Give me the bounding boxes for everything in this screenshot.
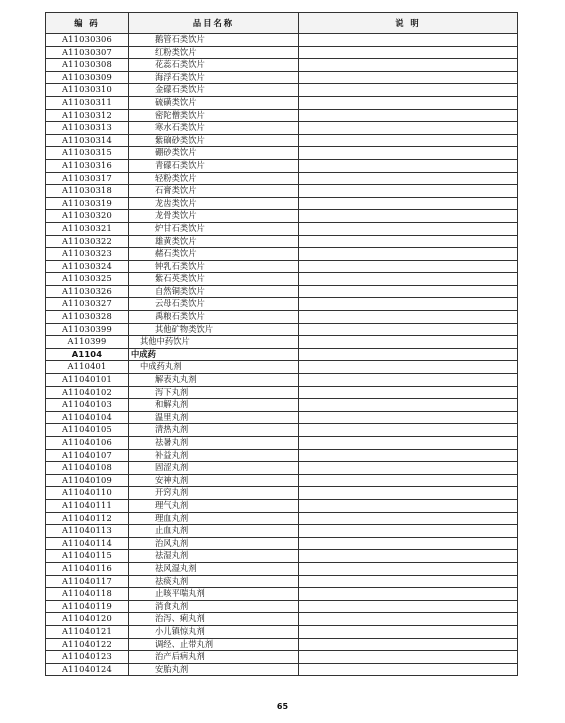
cell-note <box>299 462 518 475</box>
cell-code: A11040123 <box>46 651 129 664</box>
cell-note <box>299 122 518 135</box>
cell-name: 炉甘石类饮片 <box>129 222 299 235</box>
cell-note <box>299 562 518 575</box>
table-row <box>46 323 518 336</box>
table-row <box>46 59 518 72</box>
cell-code: A11040116 <box>46 562 129 575</box>
cell-name: 治风丸剂 <box>129 537 299 550</box>
cell-name: 轻粉类饮片 <box>129 172 299 185</box>
cell-code: A1104 <box>46 348 129 361</box>
cell-code: A11030311 <box>46 96 129 109</box>
cell-code: A11030320 <box>46 210 129 223</box>
table-row <box>46 84 518 97</box>
cell-code: A11040104 <box>46 411 129 424</box>
cell-code: A11040119 <box>46 600 129 613</box>
cell-name: 解表丸丸剂 <box>129 374 299 387</box>
cell-name: 青礞石类饮片 <box>129 159 299 172</box>
cell-name: 龙骨类饮片 <box>129 210 299 223</box>
cell-name: 祛湿丸剂 <box>129 550 299 563</box>
table-row <box>46 134 518 147</box>
cell-note <box>299 147 518 160</box>
cell-code: A11030313 <box>46 122 129 135</box>
cell-note <box>299 625 518 638</box>
cell-code: A11040121 <box>46 625 129 638</box>
cell-name: 云母石类饮片 <box>129 298 299 311</box>
cell-note <box>299 474 518 487</box>
cell-code: A11030324 <box>46 260 129 273</box>
cell-name: 寒水石类饮片 <box>129 122 299 135</box>
cell-code: A11030317 <box>46 172 129 185</box>
cell-note <box>299 285 518 298</box>
cell-code: A11040102 <box>46 386 129 399</box>
cell-code: A11030318 <box>46 185 129 198</box>
table-row <box>46 172 518 185</box>
header-note: 说 明 <box>299 13 518 34</box>
cell-name: 密陀僧类饮片 <box>129 109 299 122</box>
cell-name: 祛痰丸剂 <box>129 575 299 588</box>
cell-code: A11030321 <box>46 222 129 235</box>
cell-note <box>299 638 518 651</box>
cell-note <box>299 512 518 525</box>
table-row <box>46 336 518 349</box>
cell-code: A11040105 <box>46 424 129 437</box>
cell-code: A11040122 <box>46 638 129 651</box>
cell-code: A11030323 <box>46 248 129 261</box>
cell-code: A11030325 <box>46 273 129 286</box>
table-row <box>46 374 518 387</box>
cell-name: 紫硇砂类饮片 <box>129 134 299 147</box>
table-row <box>46 222 518 235</box>
table-row <box>46 159 518 172</box>
table-row <box>46 311 518 324</box>
cell-name: 其他矿物类饮片 <box>129 323 299 336</box>
cell-note <box>299 411 518 424</box>
cell-note <box>299 210 518 223</box>
table-row <box>46 562 518 575</box>
cell-note <box>299 487 518 500</box>
cell-note <box>299 197 518 210</box>
cell-name: 花蕊石类饮片 <box>129 59 299 72</box>
cell-code: A11040118 <box>46 588 129 601</box>
cell-code: A11030399 <box>46 323 129 336</box>
cell-code: A11030308 <box>46 59 129 72</box>
cell-name: 清热丸剂 <box>129 424 299 437</box>
cell-code: A110399 <box>46 336 129 349</box>
table-row <box>46 197 518 210</box>
cell-name: 治泻、痢丸剂 <box>129 613 299 626</box>
cell-code: A11040107 <box>46 449 129 462</box>
cell-note <box>299 550 518 563</box>
table-row <box>46 588 518 601</box>
cell-code: A11040124 <box>46 663 129 676</box>
cell-name: 石膏类饮片 <box>129 185 299 198</box>
cell-code: A11040115 <box>46 550 129 563</box>
cell-note <box>299 399 518 412</box>
table-row <box>46 147 518 160</box>
header-name: 品目名称 <box>129 13 299 34</box>
cell-note <box>299 424 518 437</box>
cell-note <box>299 437 518 450</box>
table-row <box>46 386 518 399</box>
cell-code: A11040109 <box>46 474 129 487</box>
table-row <box>46 437 518 450</box>
cell-note <box>299 172 518 185</box>
table-row <box>46 600 518 613</box>
table-row <box>46 34 518 47</box>
cell-code: A11030312 <box>46 109 129 122</box>
cell-code: A11040113 <box>46 525 129 538</box>
table-row <box>46 625 518 638</box>
cell-name: 固涩丸剂 <box>129 462 299 475</box>
cell-code: A11030309 <box>46 71 129 84</box>
cell-note <box>299 71 518 84</box>
cell-name: 中成药丸剂 <box>129 361 299 374</box>
table-row <box>46 248 518 261</box>
cell-note <box>299 298 518 311</box>
table-header-row <box>46 13 518 34</box>
table-row <box>46 235 518 248</box>
cell-code: A11040114 <box>46 537 129 550</box>
cell-note <box>299 134 518 147</box>
cell-name: 金礞石类饮片 <box>129 84 299 97</box>
table-row <box>46 298 518 311</box>
cell-note <box>299 348 518 361</box>
cell-code: A11040110 <box>46 487 129 500</box>
cell-name: 海浮石类饮片 <box>129 71 299 84</box>
cell-code: A11040111 <box>46 499 129 512</box>
table-row <box>46 462 518 475</box>
cell-note <box>299 222 518 235</box>
cell-code: A110401 <box>46 361 129 374</box>
cell-name: 硼砂类饮片 <box>129 147 299 160</box>
cell-code: A11040101 <box>46 374 129 387</box>
cell-name: 止血丸剂 <box>129 525 299 538</box>
table-row <box>46 260 518 273</box>
table-row <box>46 537 518 550</box>
cell-name: 红粉类饮片 <box>129 46 299 59</box>
table-row <box>46 96 518 109</box>
cell-code: A11030315 <box>46 147 129 160</box>
table-row <box>46 499 518 512</box>
cell-note <box>299 311 518 324</box>
cell-name: 赭石类饮片 <box>129 248 299 261</box>
cell-name: 理血丸剂 <box>129 512 299 525</box>
cell-code: A11030319 <box>46 197 129 210</box>
table-row <box>46 487 518 500</box>
cell-name: 泻下丸剂 <box>129 386 299 399</box>
cell-code: A11030326 <box>46 285 129 298</box>
cell-note <box>299 185 518 198</box>
cell-name: 调经、止带丸剂 <box>129 638 299 651</box>
cell-code: A11030322 <box>46 235 129 248</box>
table-row <box>46 210 518 223</box>
cell-name: 温里丸剂 <box>129 411 299 424</box>
cell-note <box>299 109 518 122</box>
cell-note <box>299 537 518 550</box>
cell-name: 钟乳石类饮片 <box>129 260 299 273</box>
cell-name: 紫石英类饮片 <box>129 273 299 286</box>
table-row <box>46 122 518 135</box>
table-row <box>46 361 518 374</box>
table-row <box>46 575 518 588</box>
table-row <box>46 474 518 487</box>
cell-name: 安神丸剂 <box>129 474 299 487</box>
table-row <box>46 651 518 664</box>
table-row <box>46 449 518 462</box>
cell-code: A11040103 <box>46 399 129 412</box>
cell-note <box>299 613 518 626</box>
cell-name: 硫磺类饮片 <box>129 96 299 109</box>
cell-name: 消食丸剂 <box>129 600 299 613</box>
cell-name: 鹅管石类饮片 <box>129 34 299 47</box>
cell-code: A11030310 <box>46 84 129 97</box>
table-body <box>46 34 518 676</box>
cell-name: 小儿镇惊丸剂 <box>129 625 299 638</box>
cell-name: 安胎丸剂 <box>129 663 299 676</box>
cell-note <box>299 59 518 72</box>
cell-note <box>299 588 518 601</box>
table-row <box>46 109 518 122</box>
cell-note <box>299 600 518 613</box>
table-row <box>46 399 518 412</box>
cell-name: 祛风湿丸剂 <box>129 562 299 575</box>
cell-code: A11040112 <box>46 512 129 525</box>
cell-code: A11040106 <box>46 437 129 450</box>
table-row <box>46 550 518 563</box>
cell-code: A11030328 <box>46 311 129 324</box>
cell-name: 禹粮石类饮片 <box>129 311 299 324</box>
cell-code: A11040117 <box>46 575 129 588</box>
cell-name: 止咳平喘丸剂 <box>129 588 299 601</box>
cell-name: 龙齿类饮片 <box>129 197 299 210</box>
cell-note <box>299 499 518 512</box>
cell-note <box>299 235 518 248</box>
table-row <box>46 185 518 198</box>
cell-name: 雄黄类饮片 <box>129 235 299 248</box>
cell-note <box>299 575 518 588</box>
cell-note <box>299 651 518 664</box>
cell-name: 中成药 <box>129 348 299 361</box>
cell-name: 治产后病丸剂 <box>129 651 299 664</box>
cell-note <box>299 273 518 286</box>
table-row <box>46 46 518 59</box>
cell-code: A11030306 <box>46 34 129 47</box>
cell-note <box>299 159 518 172</box>
table-row <box>46 525 518 538</box>
table-row <box>46 424 518 437</box>
table-row <box>46 613 518 626</box>
cell-name: 理气丸剂 <box>129 499 299 512</box>
cell-note <box>299 248 518 261</box>
cell-name: 开窍丸剂 <box>129 487 299 500</box>
cell-code: A11040120 <box>46 613 129 626</box>
cell-note <box>299 46 518 59</box>
cell-note <box>299 663 518 676</box>
cell-note <box>299 449 518 462</box>
cell-code: A11030314 <box>46 134 129 147</box>
catalog-table <box>45 12 518 676</box>
table-row <box>46 285 518 298</box>
cell-code: A11040108 <box>46 462 129 475</box>
cell-code: A11030327 <box>46 298 129 311</box>
cell-note <box>299 84 518 97</box>
table-row <box>46 273 518 286</box>
table-row <box>46 411 518 424</box>
table-row <box>46 638 518 651</box>
table-row <box>46 71 518 84</box>
cell-note <box>299 386 518 399</box>
header-code: 编 码 <box>46 13 129 34</box>
table-row <box>46 512 518 525</box>
cell-code: A11030316 <box>46 159 129 172</box>
cell-note <box>299 323 518 336</box>
cell-name: 补益丸剂 <box>129 449 299 462</box>
cell-note <box>299 96 518 109</box>
cell-note <box>299 260 518 273</box>
cell-note <box>299 336 518 349</box>
cell-name: 其他中药饮片 <box>129 336 299 349</box>
table-row <box>46 663 518 676</box>
category-row <box>46 348 518 361</box>
page-number: 65 <box>276 702 289 711</box>
cell-code: A11030307 <box>46 46 129 59</box>
cell-note <box>299 525 518 538</box>
cell-note <box>299 374 518 387</box>
cell-name: 祛暑丸剂 <box>129 437 299 450</box>
cell-name: 自然铜类饮片 <box>129 285 299 298</box>
cell-note <box>299 34 518 47</box>
cell-note <box>299 361 518 374</box>
cell-name: 和解丸剂 <box>129 399 299 412</box>
